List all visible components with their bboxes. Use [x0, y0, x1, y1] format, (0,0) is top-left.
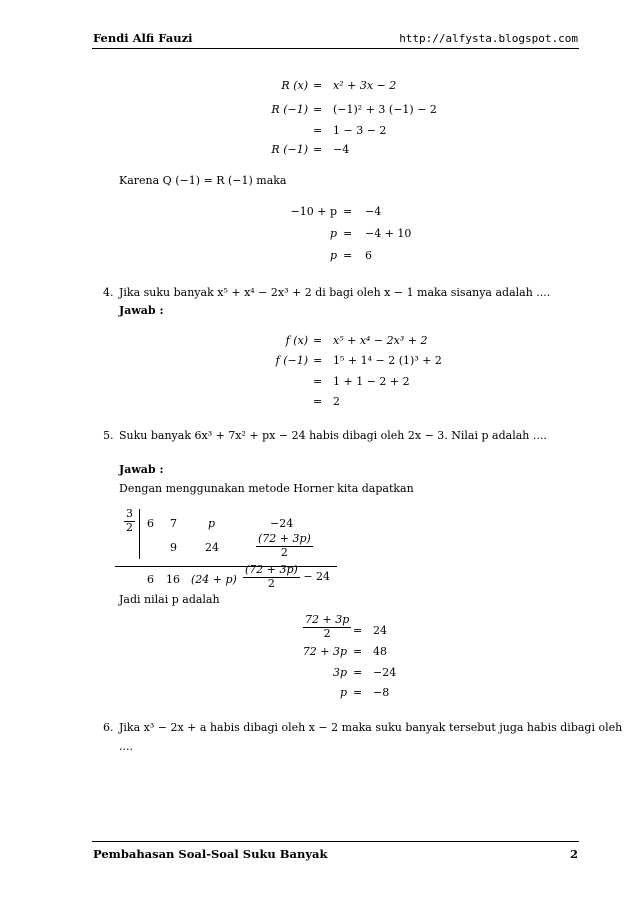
eq-rhs: −24: [373, 666, 397, 679]
question-text: Jika suku banyak x⁵ + x⁴ − 2x³ + 2 di bagi oleh x − 1 maka sisanya adalah ....: [119, 286, 551, 299]
fraction: [243, 564, 300, 590]
horner-vertical-rule: [139, 509, 140, 559]
eq-lhs: f (−1): [275, 354, 308, 367]
eq-rhs: 1⁵ + 1⁴ − 2 (1)³ + 2: [333, 354, 442, 367]
fraction: [303, 614, 351, 640]
eq-rhs: 48: [373, 645, 387, 658]
eq-lhs: R (x): [281, 79, 308, 92]
eq-rhs: −4 + 10: [365, 227, 412, 240]
eq-sign: =: [313, 143, 323, 156]
header-url: http://alfysta.blogspot.com: [399, 32, 578, 45]
eq-rhs: 24: [373, 624, 387, 637]
horner-cell: p: [208, 517, 216, 530]
eq-rhs: −4: [333, 143, 350, 156]
page-number: 2: [569, 847, 578, 861]
question-number: 4.: [103, 286, 114, 299]
horner-cell: 6: [147, 517, 154, 530]
question-number: 5.: [103, 429, 114, 442]
question-text: Jika x³ − 2x + a habis dibagi oleh x − 2 maka suku banyak tersebut juga habis dibagi oleh: [119, 721, 623, 734]
header-rule: [92, 48, 579, 49]
eq-sign: =: [313, 103, 323, 116]
horner-cell: 7: [170, 517, 177, 530]
eq-lhs: 3p: [332, 666, 347, 679]
jadi-text: Jadi nilai p adalah: [119, 593, 220, 606]
eq-lhs: p: [329, 227, 337, 240]
eq-lhs: p: [339, 686, 347, 699]
footer-rule: [92, 841, 579, 842]
eq-rhs: x⁵ + x⁴ − 2x³ + 2: [333, 334, 428, 347]
eq-lhs: 72 + 3p: [302, 645, 347, 658]
question-continuation: ....: [119, 740, 133, 753]
fraction-numerator: 72 + 3p: [305, 613, 350, 626]
horner-cell: 24: [205, 541, 219, 554]
eq-sign: =: [313, 124, 323, 137]
question-text: Suku banyak 6x³ + 7x² + px − 24 habis dibagi oleh 2x − 3. Nilai p adalah ....: [119, 429, 547, 442]
horner-cell: [256, 533, 313, 559]
eq-rhs: 6: [365, 249, 372, 262]
horner-cell: [243, 564, 330, 590]
eq-sign: =: [313, 79, 323, 92]
eq-rhs: (−1)² + 3 (−1) − 2: [333, 103, 437, 116]
footer-title: Pembahasan Soal-Soal Suku Banyak: [93, 847, 328, 861]
solution-fraction: [303, 614, 351, 640]
horner-divisor: [124, 508, 135, 534]
eq-sign: =: [313, 395, 323, 408]
fraction-denominator: 2: [280, 545, 288, 559]
eq-rhs: x² + 3x − 2: [333, 79, 397, 92]
horner-cell: −24: [270, 517, 294, 530]
eq-sign: =: [353, 666, 363, 679]
eq-lhs: R (−1): [271, 143, 308, 156]
horner-cell: 9: [170, 541, 177, 554]
karena-text: Karena Q (−1) = R (−1) maka: [119, 174, 287, 187]
divisor-fraction: [124, 508, 135, 534]
eq-sign: =: [313, 334, 323, 347]
jawab-label: Jawab :: [119, 463, 164, 476]
eq-rhs: 2: [333, 395, 340, 408]
eq-lhs: −10 + p: [290, 205, 337, 218]
horner-cell: 16: [166, 573, 180, 586]
eq-sign: =: [343, 227, 353, 240]
fraction-numerator: 3: [126, 507, 133, 520]
fraction-numerator: (72 + 3p): [245, 563, 298, 576]
fraction-denominator: 2: [323, 626, 331, 640]
horner-tail: − 24: [303, 570, 331, 584]
header-author: Fendi Alfi Fauzi: [93, 31, 193, 45]
eq-lhs: R (−1): [271, 103, 308, 116]
method-text: Dengan menggunakan metode Horner kita dapatkan: [119, 482, 414, 495]
eq-sign: =: [313, 375, 323, 388]
eq-sign: =: [313, 354, 323, 367]
eq-rhs: 1 − 3 − 2: [333, 124, 387, 137]
eq-rhs: −4: [365, 205, 382, 218]
question-number: 6.: [103, 721, 114, 734]
jawab-label: Jawab :: [119, 304, 164, 317]
horner-cell: (24 + p): [191, 573, 237, 586]
fraction-denominator: 2: [267, 576, 275, 590]
eq-lhs: f (x): [285, 334, 308, 347]
eq-sign: =: [353, 624, 363, 637]
eq-sign: =: [343, 249, 353, 262]
eq-lhs: p: [329, 249, 337, 262]
eq-sign: =: [353, 645, 363, 658]
eq-rhs: −8: [373, 686, 390, 699]
horner-cell: 6: [147, 573, 154, 586]
fraction-denominator: 2: [126, 520, 133, 534]
eq-sign: =: [353, 686, 363, 699]
fraction: [256, 533, 313, 559]
fraction-numerator: (72 + 3p): [258, 532, 311, 545]
eq-rhs: 1 + 1 − 2 + 2: [333, 375, 410, 388]
eq-sign: =: [343, 205, 353, 218]
